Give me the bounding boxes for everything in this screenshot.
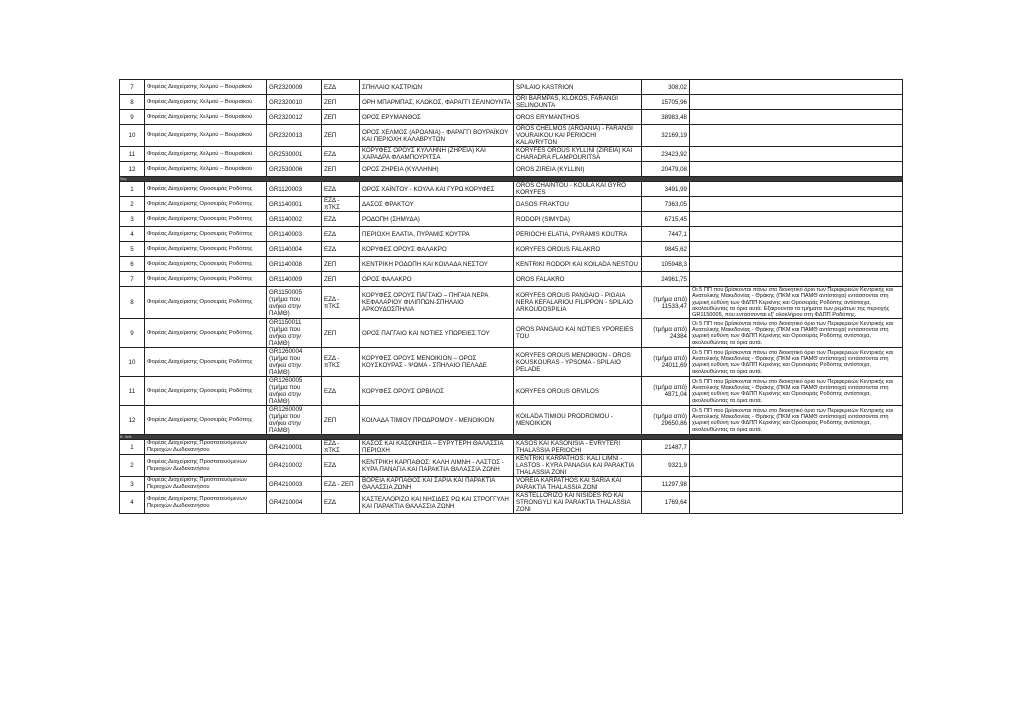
- site-area: 3491,99: [642, 182, 690, 197]
- site-category: ΖΕΠ: [322, 319, 360, 348]
- site-name-greek: ΟΡΟΣ ΧΑΪΝΤΟΥ - ΚΟΥΛΑ ΚΑΙ ΓΥΡΩ ΚΟΡΥΦΕΣ: [360, 182, 514, 197]
- site-category: ΕΖΔ: [322, 147, 360, 162]
- site-area: 105948,3: [642, 257, 690, 272]
- row-number: 12: [120, 162, 145, 177]
- site-name-greek: ΟΡΟΣ ΧΕΛΜΟΣ (ΑΡΟΑΝΙΑ) - ΦΑΡΑΓΓΙ ΒΟΥΡΑΪΚΟΥ ΚΑΙ ΠΕΡΙΟΧΗ ΚΑΛΑΒΡΥΤΩΝ: [360, 125, 514, 147]
- site-category: ΖΕΠ: [322, 95, 360, 110]
- managing-body: Φορέας Διαχείρισης Χελμού – Βουραϊκού: [145, 95, 267, 110]
- site-category: ΖΕΠ: [322, 257, 360, 272]
- row-number: 11: [120, 377, 145, 406]
- site-category: ΕΖΔ - ΖΕΠ: [322, 477, 360, 492]
- site-category: ΖΕΠ: [322, 162, 360, 177]
- site-note: [690, 162, 903, 177]
- managing-body: Φορέας Διαχείρισης Οροσειράς Ροδόπης: [145, 287, 267, 319]
- site-area: 308,02: [642, 80, 690, 95]
- site-name-latin: PERIOCHI ELATIA, PYRAMIS KOUTRA: [514, 227, 642, 242]
- site-name-greek: ΚΟΙΛΑΔΑ ΤΙΜΙΟΥ ΠΡΟΔΡΟΜΟΥ - ΜΕΝΟΙΚΙΟΝ: [360, 406, 514, 435]
- table-row: [120, 227, 903, 242]
- section-separator-label: 3κγ:: [120, 177, 903, 182]
- site-category: ΕΖΔ - πΤΚΣ: [322, 287, 360, 319]
- site-name-greek: ΡΟΔΟΠΗ (ΣΗΜΥΔΑ): [360, 212, 514, 227]
- table-row: [120, 477, 903, 492]
- site-code: GR4210004: [267, 492, 322, 514]
- site-area: 6715,45: [642, 212, 690, 227]
- site-category: ΕΖΔ: [322, 182, 360, 197]
- site-category: ΕΖΔ: [322, 455, 360, 477]
- managing-body: Φορέας Διαχείρισης Οροσειράς Ροδόπης: [145, 348, 267, 377]
- site-category: ΕΖΔ - πΤΚΣ: [322, 197, 360, 212]
- site-name-latin: VOREIA KARPATHOS KAI SARIA KAI PARAKTIA THALASSIA ZONI: [514, 477, 642, 492]
- site-note: [690, 492, 903, 514]
- site-name-latin: KASOS KAI KASONISIA - EVRYTERI THALASSIA PERIOCHI: [514, 440, 642, 455]
- row-number: 8: [120, 287, 145, 319]
- site-name-greek: ΟΡΟΣ ΦΑΛΑΚΡΟ: [360, 272, 514, 287]
- site-area: 23423,92: [642, 147, 690, 162]
- site-name-latin: OROS CHAINTOU - KOULA KAI GYRO KORYFES: [514, 182, 642, 197]
- row-number: 2: [120, 197, 145, 212]
- site-name-greek: ΣΠΗΛΑΙΟ ΚΑΣΤΡΙΩΝ: [360, 80, 514, 95]
- managing-body: Φορέας Διαχείρισης Χελμού – Βουραϊκού: [145, 80, 267, 95]
- site-name-greek: ΔΑΣΟΣ ΦΡΑΚΤΟΥ: [360, 197, 514, 212]
- site-name-greek: ΚΟΡΥΦΕΣ ΟΡΟΥΣ ΟΡΒΙΛΟΣ: [360, 377, 514, 406]
- site-name-latin: KENTRIKI KARPATHOS: KALI LIMNI - LASTOS - KYRA PANAGIA KAI PARAKTIA THALASSIA ZONI: [514, 455, 642, 477]
- site-name-latin: KORYFES OROUS MENOIKION - OROS KOUSKOURAS - YPSOMA - SPILAIO PELADE: [514, 348, 642, 377]
- row-number: 2: [120, 455, 145, 477]
- site-code: GR2530006: [267, 162, 322, 177]
- site-name-latin: OROS ERYMANTHOS: [514, 110, 642, 125]
- managing-body: Φορέας Διαχείρισης Οροσειράς Ροδόπης: [145, 227, 267, 242]
- site-code: GR1140004: [267, 242, 322, 257]
- managing-body: Φορέας Διαχείρισης Χελμού – Βουραϊκού: [145, 147, 267, 162]
- site-name-latin: OROS CHELMOS (AROANIA) - FARANGI VOURAIKOU KAI PERIOCHI KALAVRYTON: [514, 125, 642, 147]
- table-row: [120, 110, 903, 125]
- site-name-greek: ΒΟΡΕΙΑ ΚΑΡΠΑΘΟΣ ΚΑΙ ΣΑΡΙΑ ΚΑΙ ΠΑΡΑΚΤΙΑ ΘΑΛΑΣΣΙΑ ΖΩΝΗ: [360, 477, 514, 492]
- site-area: 32169,19: [642, 125, 690, 147]
- site-note: [690, 110, 903, 125]
- site-code: GR1140008: [267, 257, 322, 272]
- site-code: GR2530001: [267, 147, 322, 162]
- table-row: [120, 182, 903, 197]
- site-category: ΖΕΠ: [322, 110, 360, 125]
- site-name-latin: SPILAIO KASTRION: [514, 80, 642, 95]
- site-code: GR4210003: [267, 477, 322, 492]
- site-code: GR2320010: [267, 95, 322, 110]
- site-name-greek: ΟΡΟΣ ΕΡΥΜΑΝΘΟΣ: [360, 110, 514, 125]
- site-note: [690, 125, 903, 147]
- table-row: [120, 492, 903, 514]
- site-area: (τμήμα από) 4871,04: [642, 377, 690, 406]
- site-code: GR4210001: [267, 440, 322, 455]
- site-note: [690, 455, 903, 477]
- row-number: 6: [120, 257, 145, 272]
- site-note: Οι 5 ΠΠ που βρίσκονται πάνω στο διοικητικό όριο των Περιφερειών Κεντρικής και Ανατολικής Μακεδονίας - Θράκης (ΠΚΜ και ΠΑΜΘ αντίστοιχα) εντάσσονται στη χωρική ευθύνη των ΦΔΠΠ Κερκίνης και Οροσειράς Ροδόπης αντίστοιχα, ακολουθώντας τα όρια αυτά. Εξαιρούνται τα τμήματα των ρεμάτων της περιοχής GR1150005, που εντάσσονται εξ' ολοκλήρου στη ΦΔΠΠ Ροδόπης.: [690, 287, 903, 319]
- site-name-greek: ΚΟΡΥΦΕΣ ΟΡΟΥΣ ΦΑΛΑΚΡΟ: [360, 242, 514, 257]
- site-category: ΕΖΔ: [322, 377, 360, 406]
- site-area: 7447,1: [642, 227, 690, 242]
- site-category: ΖΕΠ: [322, 406, 360, 435]
- row-number: 10: [120, 125, 145, 147]
- managing-body: Φορέας Διαχείρισης Οροσειράς Ροδόπης: [145, 182, 267, 197]
- site-category: ΕΖΔ: [322, 80, 360, 95]
- site-note: Οι 5 ΠΠ που βρίσκονται πάνω στο διοικητικό όριο των Περιφερειών Κεντρικής και Ανατολικής Μακεδονίας - Θράκης (ΠΚΜ και ΠΑΜΘ αντίστοιχα) εντάσσονται στη χωρική ευθύνη των ΦΔΠΠ Κερκίνης και Οροσειράς Ροδόπης αντίστοιχα, ακολουθώντας τα όρια αυτά.: [690, 348, 903, 377]
- table-row: [120, 212, 903, 227]
- row-number: 7: [120, 272, 145, 287]
- site-code: GR4210002: [267, 455, 322, 477]
- managing-body: Φορέας Διαχείρισης Προστατευόμενων Περιοχών Δωδεκανήσου: [145, 492, 267, 514]
- site-note: [690, 242, 903, 257]
- table-row: [120, 197, 903, 212]
- managing-body: Φορέας Διαχείρισης Οροσειράς Ροδόπης: [145, 197, 267, 212]
- site-name-greek: ΚΟΡΥΦΕΣ ΟΡΟΥΣ ΜΕΝΟΙΚΙΟΝ – ΟΡΟΣ ΚΟΥΣΚΟΥΡΑΣ - ΨΩΜΑ - ΣΠΗΛΑΙΟ ΠΕΛΑΔΕ: [360, 348, 514, 377]
- table-row: [120, 242, 903, 257]
- site-name-latin: KOILADA TIMIOU PRODROMOU - MENOIKION: [514, 406, 642, 435]
- site-name-latin: KORYFES OROUS KYLLINI (ZIREIA) KAI CHARADRA FLAMPOURITSA: [514, 147, 642, 162]
- table-row: [120, 406, 903, 435]
- managing-body: Φορέας Διαχείρισης Χελμού – Βουραϊκού: [145, 110, 267, 125]
- site-note: [690, 197, 903, 212]
- site-category: ΖΕΠ: [322, 272, 360, 287]
- site-name-greek: ΚΟΡΥΦΕΣ ΟΡΟΥΣ ΠΑΓΓΑΙΟ – ΠΗΓΑΙΑ ΝΕΡΑ ΚΕΦΑΛΑΡΙΟΥ ΦΙΛΙΠΠΩΝ-ΣΠΗΛΑΙΟ ΑΡΚΟΥΔΟΣΠΗΛΙΑ: [360, 287, 514, 319]
- table-row: [120, 287, 903, 319]
- table-row: [120, 455, 903, 477]
- table-row: [120, 125, 903, 147]
- site-name-latin: OROS PANGAIO KAI NOTIES YPOREIES TOU: [514, 319, 642, 348]
- site-name-latin: KENTRIKI RODOPI KAI KOILADA NESTOU: [514, 257, 642, 272]
- site-name-latin: KORYFES OROUS FALAKRO: [514, 242, 642, 257]
- site-area: (τμήμα από) 24011,69: [642, 348, 690, 377]
- site-area: (τμήμα από) 29650,86: [642, 406, 690, 435]
- table-row: [120, 319, 903, 348]
- site-category: ΕΖΔ: [322, 227, 360, 242]
- managing-body: Φορέας Διαχείρισης Χελμού – Βουραϊκού: [145, 125, 267, 147]
- site-name-latin: OROS ZIREIA (KYLLINI): [514, 162, 642, 177]
- managing-body: Φορέας Διαχείρισης Χελμού – Βουραϊκού: [145, 162, 267, 177]
- site-category: ΕΖΔ: [322, 242, 360, 257]
- site-name-latin: OROS FALAKRO: [514, 272, 642, 287]
- site-area: 21487,7: [642, 440, 690, 455]
- row-number: 8: [120, 95, 145, 110]
- site-code: GR1260009 (τμήμα που ανήκει στην ΠΑΜΘ): [267, 406, 322, 435]
- site-name-greek: ΚΑΣΟΣ ΚΑΙ ΚΑΣΟΝΗΣΙΑ – ΕΥΡΥΤΕΡΗ ΘΑΛΑΣΣΙΑ ΠΕΡΙΟΧΗ: [360, 440, 514, 455]
- site-name-greek: ΟΡΟΣ ΖΗΡΕΙΑ (ΚΥΛΛΗΝΗ): [360, 162, 514, 177]
- site-code: GR2320013: [267, 125, 322, 147]
- site-area: 9845,62: [642, 242, 690, 257]
- site-category: ΕΖΔ - πΤΚΣ: [322, 348, 360, 377]
- site-name-greek: ΠΕΡΙΟΧΗ ΕΛΑΤΙΑ, ΠΥΡΑΜΙΣ ΚΟΥΤΡΑ: [360, 227, 514, 242]
- table-row: [120, 272, 903, 287]
- site-name-latin: DASOS FRAKTOU: [514, 197, 642, 212]
- site-name-greek: ΚΕΝΤΡΙΚΗ ΡΟΔΟΠΗ ΚΑΙ ΚΟΙΛΑΔΑ ΝΕΣΤΟΥ: [360, 257, 514, 272]
- site-area: 9321,9: [642, 455, 690, 477]
- site-code: GR1140003: [267, 227, 322, 242]
- site-area: 1769,64: [642, 492, 690, 514]
- site-note: [690, 95, 903, 110]
- table-row: [120, 162, 903, 177]
- row-number: 10: [120, 348, 145, 377]
- table-row: [120, 147, 903, 162]
- site-name-greek: ΚΟΡΥΦΕΣ ΟΡΟΥΣ ΚΥΛΛΗΝΗ (ΖΗΡΕΙΑ) ΚΑΙ ΧΑΡΑΔΡΑ ΦΛΑΜΠΟΥΡΙΤΣΑ: [360, 147, 514, 162]
- site-note: Οι 5 ΠΠ που βρίσκονται πάνω στο διοικητικό όριο των Περιφερειών Κεντρικής και Ανατολικής Μακεδονίας - Θράκης (ΠΚΜ και ΠΑΜΘ αντίστοιχα) εντάσσονται στη χωρική ευθύνη των ΦΔΠΠ Κερκίνης και Οροσειράς Ροδόπης αντίστοιχα, ακολουθώντας τα όρια αυτά.: [690, 377, 903, 406]
- managing-body: Φορέας Διαχείρισης Οροσειράς Ροδόπης: [145, 377, 267, 406]
- row-number: 4: [120, 227, 145, 242]
- site-code: GR1150005 (τμήμα που ανήκει στην ΠΑΜΘ): [267, 287, 322, 319]
- site-code: GR1120003: [267, 182, 322, 197]
- managing-body: Φορέας Διαχείρισης Οροσειράς Ροδόπης: [145, 272, 267, 287]
- site-category: ΕΖΔ - πΤΚΣ: [322, 440, 360, 455]
- site-area: 38983,48: [642, 110, 690, 125]
- site-note: Οι 5 ΠΠ που βρίσκονται πάνω στο διοικητικό όριο των Περιφερειών Κεντρικής και Ανατολικής Μακεδονίας - Θράκης (ΠΚΜ και ΠΑΜΘ αντίστοιχα) εντάσσονται στη χωρική ευθύνη των ΦΔΠΠ Κερκίνης και Οροσειράς Ροδόπης αντίστοιχα, ακολουθώντας τα όρια αυτά.: [690, 319, 903, 348]
- site-name-greek: ΟΡΟΣ ΠΑΓΓΑΙΟ ΚΑΙ ΝΟΤΙΕΣ ΥΠΩΡΕΙΕΣ ΤΟΥ: [360, 319, 514, 348]
- site-code: GR1140002: [267, 212, 322, 227]
- site-area: 11297,98: [642, 477, 690, 492]
- site-note: [690, 477, 903, 492]
- table-row: [120, 440, 903, 455]
- site-code: GR1150011 (τμήμα που ανήκει στην ΠΑΜΘ): [267, 319, 322, 348]
- site-area: 20479,08: [642, 162, 690, 177]
- site-name-latin: RODOPI (SIMYDA): [514, 212, 642, 227]
- site-category: ΖΕΠ: [322, 125, 360, 147]
- site-code: GR1140001: [267, 197, 322, 212]
- row-number: 7: [120, 80, 145, 95]
- row-number: 1: [120, 182, 145, 197]
- site-category: ΕΖΔ: [322, 492, 360, 514]
- site-note: Οι 5 ΠΠ που βρίσκονται πάνω στο διοικητικό όριο των Περιφερειών Κεντρικής και Ανατολικής Μακεδονίας - Θράκης (ΠΚΜ και ΠΑΜΘ αντίστοιχα) εντάσσονται στη χωρική ευθύνη των ΦΔΠΠ Κερκίνης και Οροσειράς Ροδόπης αντίστοιχα, ακολουθώντας τα όρια αυτά.: [690, 406, 903, 435]
- site-note: [690, 182, 903, 197]
- row-number: 4: [120, 492, 145, 514]
- table-row: [120, 377, 903, 406]
- site-name-greek: ΚΕΝΤΡΙΚΗ ΚΑΡΠΑΘΟΣ: ΚΑΛΗ ΛΙΜΝΗ - ΛΑΣΤΟΣ - ΚΥΡΑ ΠΑΝΑΓΙΑ ΚΑΙ ΠΑΡΑΚΤΙΑ ΘΑΛΑΣΣΙΑ ΖΩΝΗ: [360, 455, 514, 477]
- site-code: GR1260005 (τμήμα που ανήκει στην ΠΑΜΘ): [267, 377, 322, 406]
- table-row: [120, 95, 903, 110]
- site-note: [690, 212, 903, 227]
- row-number: 12: [120, 406, 145, 435]
- row-number: 1: [120, 440, 145, 455]
- site-note: [690, 147, 903, 162]
- site-area: 24961,75: [642, 272, 690, 287]
- site-name-greek: ΟΡΗ ΜΠΑΡΜΠΑΣ, ΚΛΩΚΟΣ, ΦΑΡΑΓΓΙ ΣΕΛΙΝΟΥΝΤΑ: [360, 95, 514, 110]
- site-area: (τμήμα από) 11533,47: [642, 287, 690, 319]
- managing-body: Φορέας Διαχείρισης Οροσειράς Ροδόπης: [145, 257, 267, 272]
- site-name-latin: KASTELLORIZO KAI NISIDES RO KAI STRONGYLI KAI PARAKTIA THALASSIA ZONI: [514, 492, 642, 514]
- row-number: 3: [120, 477, 145, 492]
- row-number: 5: [120, 242, 145, 257]
- site-note: [690, 272, 903, 287]
- site-name-greek: ΚΑΣΤΕΛΛΟΡΙΖΟ ΚΑΙ ΝΗΣΙΔΕΣ ΡΩ ΚΑΙ ΣΤΡΟΓΓΥΛΗ ΚΑΙ ΠΑΡΑΚΤΙΑ ΘΑΛΑΣΣΙΑ ΖΩΝΗ: [360, 492, 514, 514]
- section-separator-label: Β. δεδ:: [120, 435, 903, 440]
- table-row: [120, 348, 903, 377]
- site-area: (τμήμα από) 24384: [642, 319, 690, 348]
- site-note: [690, 80, 903, 95]
- row-number: 9: [120, 319, 145, 348]
- managing-body: Φορέας Διαχείρισης Οροσειράς Ροδόπης: [145, 242, 267, 257]
- managing-body: Φορέας Διαχείρισης Οροσειράς Ροδόπης: [145, 406, 267, 435]
- site-name-latin: KORYFES OROUS ORVILOS: [514, 377, 642, 406]
- site-note: [690, 440, 903, 455]
- managing-body: Φορέας Διαχείρισης Οροσειράς Ροδόπης: [145, 319, 267, 348]
- site-code: GR1260004 (τμήμα που ανήκει στην ΠΑΜΘ): [267, 348, 322, 377]
- managing-body: Φορέας Διαχείρισης Οροσειράς Ροδόπης: [145, 212, 267, 227]
- sites-table: [119, 79, 903, 514]
- site-code: GR1140009: [267, 272, 322, 287]
- site-note: [690, 257, 903, 272]
- site-area: 15705,96: [642, 95, 690, 110]
- managing-body: Φορέας Διαχείρισης Προστατευόμενων Περιοχών Δωδεκανήσου: [145, 477, 267, 492]
- site-code: GR2320012: [267, 110, 322, 125]
- site-code: GR2320009: [267, 80, 322, 95]
- row-number: 9: [120, 110, 145, 125]
- table-body: [120, 80, 903, 514]
- table-row: [120, 80, 903, 95]
- row-number: 11: [120, 147, 145, 162]
- managing-body: Φορέας Διαχείρισης Προστατευόμενων Περιοχών Δωδεκανήσου: [145, 440, 267, 455]
- site-note: [690, 227, 903, 242]
- site-area: 7363,05: [642, 197, 690, 212]
- managing-body: Φορέας Διαχείρισης Προστατευόμενων Περιοχών Δωδεκανήσου: [145, 455, 267, 477]
- site-name-latin: KORYFES OROUS PANGAIO - PIGAIA NERA KEFALARIOU FILIPPON - SPILAIO ARKOUDOSPILIA: [514, 287, 642, 319]
- site-name-latin: ORI BARMPAS, KLOKOS, FARANGI SELINOUNTA: [514, 95, 642, 110]
- row-number: 3: [120, 212, 145, 227]
- table-row: [120, 257, 903, 272]
- site-category: ΕΖΔ: [322, 212, 360, 227]
